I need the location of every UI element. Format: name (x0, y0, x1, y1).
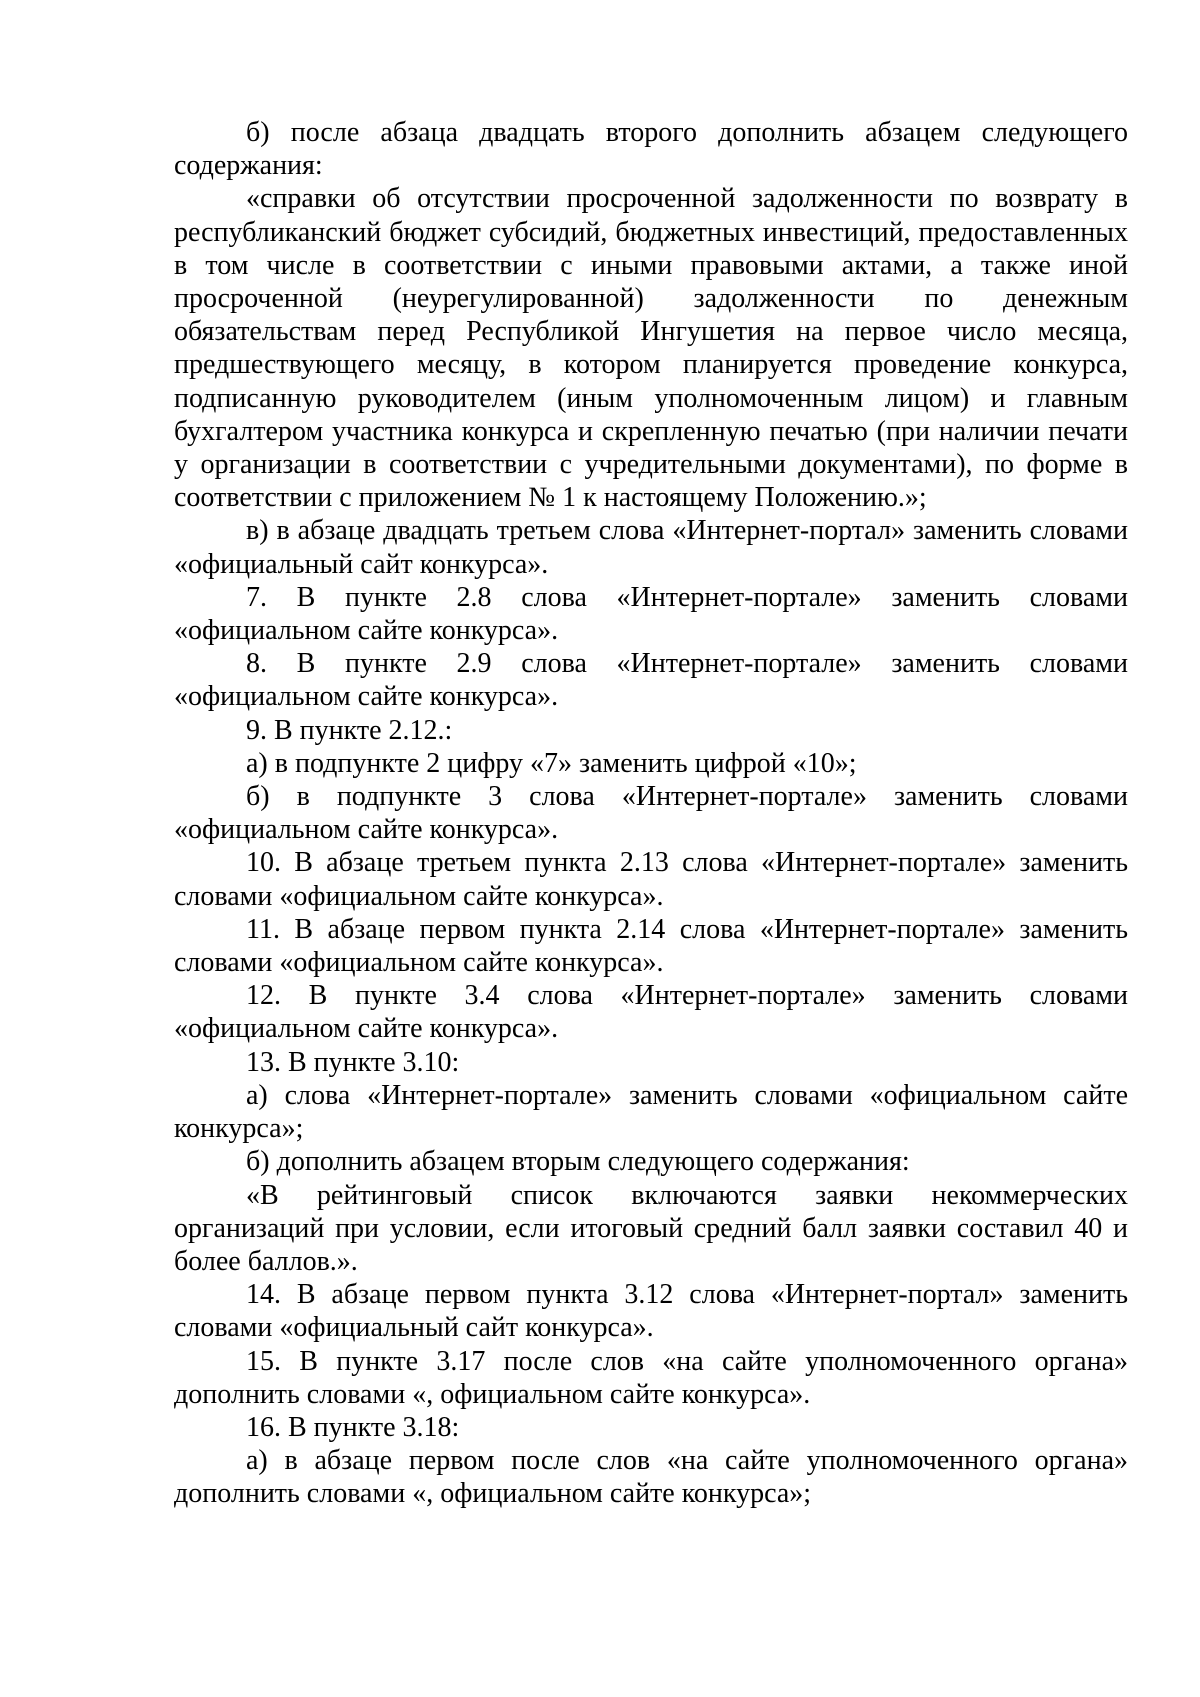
paragraph: 12. В пункте 3.4 слова «Интернет-портале» заменить словами «официальном сайте конкурса». (174, 980, 1128, 1045)
paragraph: 16. В пункте 3.18: (246, 1411, 460, 1443)
paragraph: а) в подпункте 2 цифру «7» заменить цифрой «10»; (246, 747, 857, 779)
paragraph: 9. В пункте 2.12.: (246, 714, 453, 746)
paragraph: 10. В абзаце третьем пункта 2.13 слова «Интернет-портале» заменить словами «официальном сайте конкурса». (174, 847, 1128, 912)
paragraph: б) в подпункте 3 слова «Интернет-портале» заменить словами «официальном сайте конкурса». (174, 781, 1128, 846)
paragraph: «В рейтинговый список включаются заявки некоммерческих организаций при условии, если итоговый средний балл заявки составил 40 и более баллов.». (174, 1179, 1128, 1277)
paragraph: б) после абзаца двадцать второго дополнить абзацем следующего содержания: (174, 117, 1128, 182)
paragraph: «справки об отсутствии просроченной задолженности по возврату в республиканский бюджет субсидий, бюджетных инвестиций, предоставленных в том числе в соответствии с иными правовыми актами, а также иной просроченной (неурегулированной) задолженности по денежным обязательствам перед Республикой Ингушетия на первое число месяца, предшествующего месяцу, в котором планируется проведение конкурса, подписанную руководителем (иным уполномоченным лицом) и главным бухгалтером участника конкурса и скрепленную печатью (при наличии печати у организации в соответствии с учредительными документами), по форме в соответствии с приложением № 1 к настоящему Положению.»; (174, 183, 1128, 514)
document-body (174, 116, 1128, 1511)
paragraph: 8. В пункте 2.9 слова «Интернет-портале» заменить словами «официальном сайте конкурса». (174, 648, 1128, 713)
paragraph: 11. В абзаце первом пункта 2.14 слова «Интернет-портале» заменить словами «официальном сайте конкурса». (174, 913, 1128, 979)
paragraph: 14. В абзаце первом пункта 3.12 слова «Интернет-портал» заменить словами «официальный сайт конкурса». (174, 1279, 1128, 1344)
paragraph: 15. В пункте 3.17 после слов «на сайте уполномоченного органа» дополнить словами «, официальном сайте конкурса». (174, 1345, 1128, 1410)
paragraph: 7. В пункте 2.8 слова «Интернет-портале» заменить словами «официальном сайте конкурса». (174, 581, 1128, 647)
paragraph: б) дополнить абзацем вторым следующего содержания: (246, 1146, 910, 1178)
paragraph: а) в абзаце первом после слов «на сайте уполномоченного органа» дополнить словами «, официальном сайте конкурса»; (174, 1445, 1128, 1510)
paragraph: 13. В пункте 3.10: (246, 1046, 460, 1078)
paragraph: в) в абзаце двадцать третьем слова «Интернет-портал» заменить словами «официальный сайт конкурса». (174, 515, 1128, 580)
paragraph: а) слова «Интернет-портале» заменить словами «официальном сайте конкурса»; (174, 1079, 1128, 1145)
